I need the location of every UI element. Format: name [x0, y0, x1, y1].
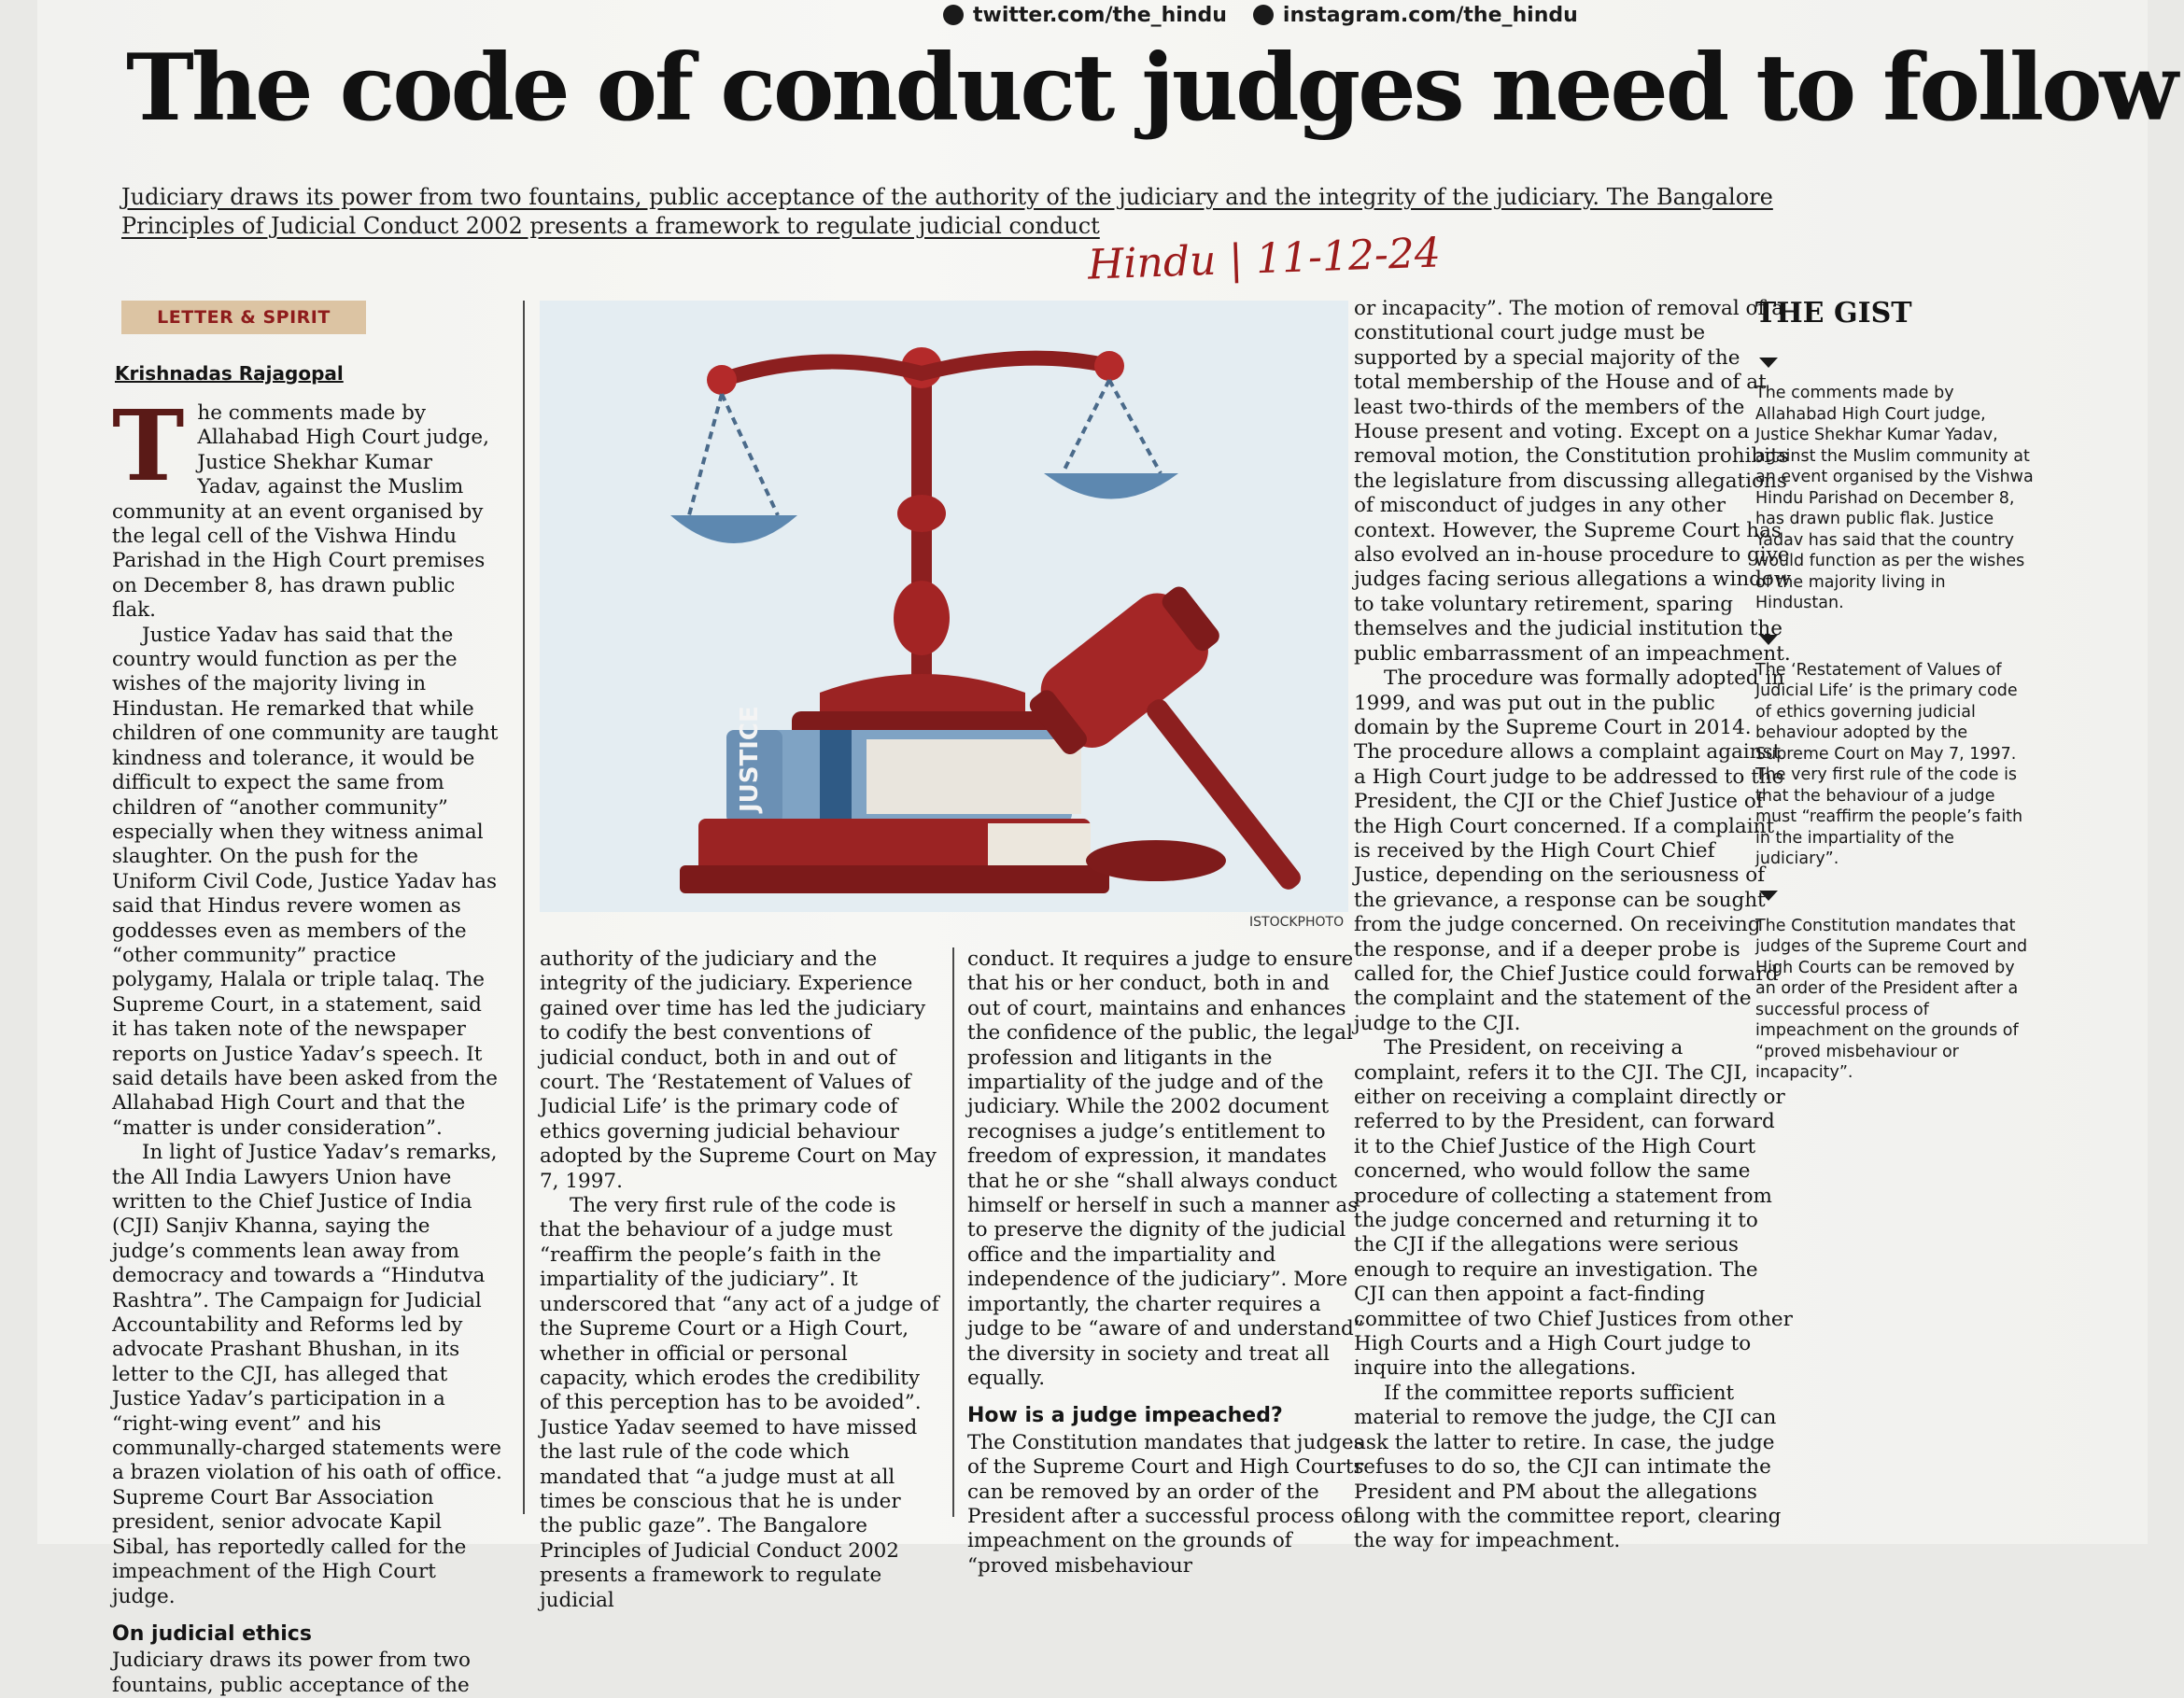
deck: Judiciary draws its power from two fountains, public acceptance of the authority of the judiciary and the integrity of the judiciary. The Bangalore Principles of Judicial Conduct 2002 presents a framework to regulate judicial conduct	[121, 184, 1773, 239]
paragraph: In light of Justice Yadav’s remarks, the All India Lawyers Union have written to the Chief Justice of India (CJI) Sanjiv Khanna, saying the judge’s comments lean away from democracy and towards a “Hindutva Rashtra”. The Campaign for Judicial Accountability and Reforms led by advocate Prashant Bhushan, in its letter to the CJI, has alleged that Justice Yadav’s participation in a “right-wing event” and his communally-charged statements were a brazen violation of his oath of office. Supreme Court Bar Association president, senior advocate Kapil Sibal, has reportedly called for the impeachment of the High Court judge.	[112, 1141, 502, 1608]
gavel-block	[1086, 840, 1226, 881]
gist-point	[1755, 635, 2036, 870]
gist-text: The comments made by Allahabad High Court judge, Justice Shekhar Kumar Yadav, against the Muslim community at an event organised by the Vishwa Hindu Parishad on December 8, has drawn public flak. Justice Yadav has said that the country would function as per the wishes of the majority living in Hindustan.	[1755, 384, 2034, 612]
paragraph: If the committee reports sufficient material to remove the judge, the CJI can ask the latter to retire. In case, the judge refuses to do so, the CJI can intimate the President and PM about the allegations along with the committee report, clearing the way for impeachment.	[1354, 1381, 1782, 1553]
paragraph: Justice Yadav has said that the country would function as per the wishes of the majority living in Hindustan. He remarked that while children of one community are taught kindness and tolerance, it would be difficult to expect the same from children of “another community” especially when they witness animal slaughter. On the push for the Uniform Civil Code, Justice Yadav has said that Hindus revere women as goddesses even as members of the “other community” practice polygamy, Halala or triple talaq. The Supreme Court, in a statement, said it has taken note of the newspaper reports on Justice Yadav’s speech. It said details have been asked from the Allahabad High Court and that the “matter is under consideration”.	[112, 623, 499, 1140]
paragraph: conduct. It requires a judge to ensure that his or her conduct, both in and out of court, maintains and enhances the confidence of the public, the legal profession and litigants in the impartiality of the judge and of the judiciary. While the 2002 document recognises a judge’s entitlement to freedom of expression, it mandates that he or she “shall always conduct himself or herself in such a manner as to preserve the dignity of the judicial office and the impartiality and independence of the judiciary”. More importantly, the charter requires a judge to be “aware of and understand” the diversity in society and treat all equally.	[967, 947, 1364, 1390]
paragraph: The procedure was formally adopted in 1999, and was put out in the public domain by the Supreme Court in 2014. The procedure allows a complaint against a High Court judge to be addressed to the President, the CJI or the Chief Justice of the High Court concerned. If a complaint is received by the High Court Chief Justice, depending on the seriousness of the grievance, a response can be sought from the judge concerned. On receiving the response, and if a deeper probe is called for, the Chief Justice could forward the complaint and the statement of the judge to the CJI.	[1354, 667, 1785, 1035]
instagram-link[interactable]: instagram.com/the_hindu	[1253, 2, 1578, 28]
book-label: JUSTICE	[736, 706, 764, 812]
article-column-2	[540, 947, 939, 1612]
paragraph: he comments made by Allahabad High Court judge, Justice Shekhar Kumar Yadav, against the Muslim community at an event organised by the legal cell of the Vishwa Hindu Parishad in the High Court premises on December 8, has drawn public flak.	[112, 401, 489, 623]
illustration	[540, 301, 1348, 912]
subhead-judicial-ethics: On judicial ethics	[112, 1621, 312, 1646]
paragraph: The Constitution mandates that judges of the Supreme Court and High Courts can be removed by an order of the President after a successful process of impeachment on the grounds of “proved misbehaviour	[967, 1430, 1364, 1578]
gist-sidebar	[1755, 297, 2036, 1104]
scale-pole	[911, 385, 932, 721]
twitter-icon	[943, 5, 964, 25]
column-rule	[952, 947, 954, 1517]
triangle-down-icon	[1759, 635, 1778, 645]
paragraph: The very first rule of the code is that the behaviour of a judge must “reaffirm the people’s faith in the impartiality of the judiciary”. It underscored that “any act of a judge of the Supreme Court or a High Court, whether in official or personal capacity, which erodes the credibility of this perception has to be avoided”. Justice Yadav seemed to have missed the last rule of the code which mandated that “a judge must at all times be conscious that he is under the public gaze”. The Bangalore Principles of Judicial Conduct 2002 presents a framework to regulate judicial	[540, 1194, 939, 1612]
subhead-impeachment: How is a judge impeached?	[967, 1404, 1283, 1428]
twitter-link[interactable]: twitter.com/the_hindu	[943, 2, 1227, 28]
paragraph: or incapacity”. The motion of removal of a constitutional court judge must be supported by a special majority of the total membership of the House and of at least two-thirds of the members of the House present and voting. Except on a removal motion, the Constitution prohibits the legislature from discussing allegations of misconduct of judges in any other context. However, the Supreme Court has also evolved an in-house procedure to give judges facing serious allegations a window to take voluntary retirement, sparing themselves and the judicial institution the public embarrassment of an impeachment.	[1354, 297, 1792, 666]
triangle-down-icon	[1759, 358, 1778, 368]
scales-of-justice-illustration	[540, 301, 1348, 912]
social-links	[943, 2, 1578, 28]
column-rule	[523, 301, 525, 1514]
handwritten-note: Hindu | 11-12-24	[1087, 229, 1442, 289]
article-column-1	[112, 388, 502, 1697]
photo-credit: ISTOCKPHOTO	[1249, 915, 1345, 930]
instagram-icon	[1253, 5, 1274, 25]
gist-text: The ‘Restatement of Values of Judicial Life’ is the primary code of ethics governing judicial behaviour adopted by the Supreme Court on May 7, 1997. The very first rule of the code is that the behaviour of a judge must “reaffirm the people’s faith in the impartiality of the judiciary”.	[1755, 660, 2023, 868]
dropcap: T	[112, 388, 185, 503]
paragraph: authority of the judiciary and the integrity of the judiciary. Experience gained over time has led the judiciary to codify the best conventions of judicial conduct, both in and out of court. The ‘Restatement of Values of Judicial Life’ is the primary code of ethics governing judicial behaviour adopted by the Supreme Court on May 7, 1997.	[540, 947, 937, 1193]
gist-text: The Constitution mandates that judges of the Supreme Court and High Courts can be removed by an order of the President after a successful process of impeachment on the grounds of “proved misbehaviour or incapacity”.	[1755, 916, 2028, 1082]
gist-title: THE GIST	[1755, 297, 1912, 330]
headline: The code of conduct judges need to follow	[126, 35, 2176, 142]
byline: Krishnadas Rajagopal	[115, 362, 344, 385]
gist-point	[1755, 358, 2036, 614]
article-column-3	[967, 947, 1369, 1578]
section-tag: LETTER & SPIRIT	[121, 301, 366, 334]
gist-point	[1755, 891, 2036, 1084]
paragraph: The President, on receiving a complaint, refers it to the CJI. The CJI, either on receiving a complaint directly or referred to by the President, can forward it to the Chief Justice of the High Court concerned, who would follow the same procedure of collecting a statement from the judge concerned and returning it to the CJI if the allegations were serious enough to require an investigation. The CJI can then appoint a fact-finding committee of two Chief Justices from other High Courts and a High Court judge to inquire into the allegations.	[1354, 1036, 1793, 1381]
article-column-4	[1354, 297, 1793, 1553]
triangle-down-icon	[1759, 891, 1778, 901]
paragraph: Judiciary draws its power from two fountains, public acceptance of the	[112, 1649, 471, 1697]
